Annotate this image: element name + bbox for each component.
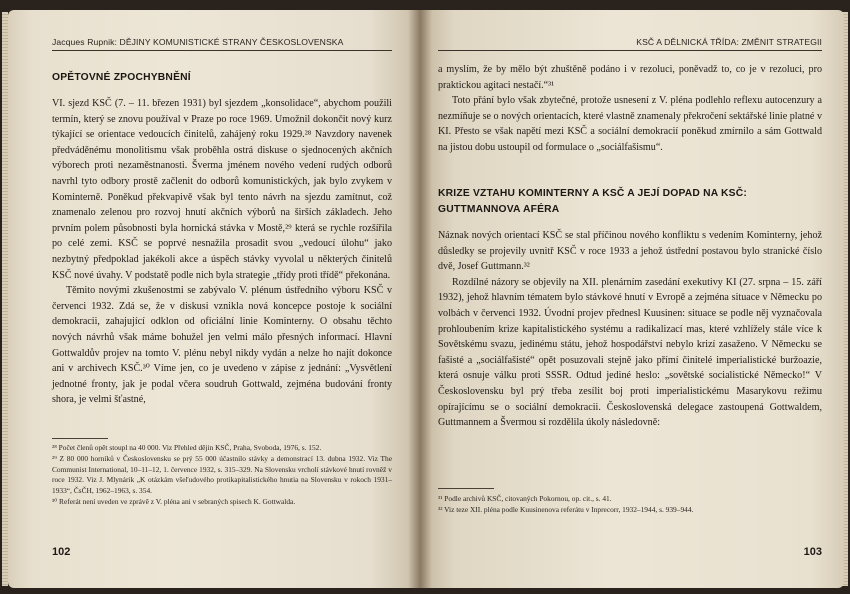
running-head-left: Jacques Rupnik: DĚJINY KOMUNISTICKÉ STRANY ČESKOSLOVENSKA bbox=[52, 37, 344, 47]
footnote: ³⁰ Referát není uveden ve zprávě z V. pléna ani v sebraných spisech K. Gottwalda. bbox=[52, 496, 296, 506]
paragraph: Rozdílné názory se objevily na XII. plenárním zasedání exekutivy KI (27. srpna – 15. září 1932), jehož hlavním tématem bylo stávkové hnutí v Evropě a zejména situace v Německu po volbách v červenci 1932. Úvodní projev přednesl Kuusinen: situace se podle něj vyznačovala prohloubením krize kapitalistického systému a radikalizací mas, které vzhlížely stále více k Sovětskému svazu, jedinému státu, jehož hospodářství nebylo krizí zasaženo. V Německu se fašisté a „sociálfašisté“ opět posuzovali stejně jako přímí činitelé imperialistické buržoazie, která osnuje válku proti SSSR. Odtud jediné heslo: „sovětské socialistické Německo!“ V Československu byl prý třeba zesílit boj proti imperialistickému Masarykovu režimu opírajícímu se o sociální demokracii. Československá delegace zastoupená Gottwaldem, Guttmannem a Švermou si rozdělila úkoly následovně: bbox=[438, 276, 822, 429]
paragraph: Náznak nových orientací KSČ se stal příčinou nového konfliktu s vedením Kominterny, jehož důsledky se projevily uvnitř KSČ v roce 1933 a jehož ústřední postavou bylo stranické číslo dvě, Josef Guttmann.³² bbox=[438, 230, 822, 273]
section-heading-right: KRIZE VZTAHU KOMINTERNY A KSČ A JEJÍ DOPAD NA KSČ: GUTTMANNOVA AFÉRA bbox=[438, 188, 748, 215]
paragraph: VI. sjezd KSČ (7. – 11. březen 1931) byl sjezdem „konsolidace“, abychom použili termín, který se znovu používal v Praze po roce 1969. Umožnil dokončit nový kurz týkající se orientace vedoucích činitelů, zahájený roku 1929.²⁸ Navzdory navenek předváděnému monolitismu však proběhla ostrá diskuse o sjednocených akčních výborech proti nezaměstnanosti. Švermа jménem nového vedení rudých odborů navrhl tyto odbory prostě začlenit do odborů komunistických, jak bylo zvykem v Kominterně. Poněkud překvapivě však byl tento návrh na sjezdu zamítnut, což znamenalo zelenou pro rozvoj hnutí akčních výborů na širších základech. Jeho prvním polem působnosti byla hornická stávka v Mostě,²⁹ která se rychle rozšířila po celé zemi. KSČ se poprvé nesnažila prosadit svou „vedoucí úlohu“ jako nezbytný předpoklad jakékoli akce a úspěch stávky vyvolal u některých činitelů KSČ nové úvahy. V podstatě podle nich byla strategie „třídy proti třídě“ překonána. bbox=[52, 98, 392, 281]
footnote: ²⁹ Z 80 000 horníků v Československu se prý 55 000 účastnilo stávky a demonstrací 13. dubna 1932. Viz The Communist International, 10–11–12, 1. července 1932, s. 315–329. Na Slovensku vrcholí stávkové hnutí rovněž v roce 1932. Viz J. Mlynárik „K otázkám všeľudového protikapitalistického hnutia na Slovensku v rokoch 1931–1933“, ČsČH, 1962–1963, s. 354. bbox=[52, 453, 392, 496]
paragraph: Těmito novými zkušenostmi se zabývalo V. plénum ústředního výboru KSČ v červenci 1932. Zdá se, že v diskusi vznikla nová koncepce postoje k sociální demokracii, zahajující odklon od oficiální linie Kominterny. O obsahu těchto nových návrhů však máme bohužel jen velmi málo přesných informací. Hlavní Gottwaldův projev na tomto V. plénu nebyl nikdy vydán a nelze ho najít dokonce ani v archivech KSČ.³⁰ Víme jen, co je uvedeno v zápise z jednání: „Vysvětlení jednotné fronty, jak je podal včera soudruh Gottwald, zejména budování fronty shora, je velmi šťastné, bbox=[52, 285, 392, 406]
body-text-right-bottom bbox=[438, 228, 822, 431]
footnotes-right bbox=[438, 494, 822, 516]
book-gutter bbox=[408, 10, 432, 588]
page-number-left: 102 bbox=[52, 546, 71, 558]
header-rule-right bbox=[438, 50, 822, 51]
footnote: ²⁸ Počet členů opět stoupl na 40 000. Viz Přehled dějin KSČ, Praha, Svoboda, 1976, s. 152. bbox=[52, 443, 322, 452]
paragraph: Toto přání bylo však zbytečné, protože usnesení z V. pléna podlehlo reflexu autocenzury a nezmíňuje se o nových orientacích, které vlastně znamenaly překročení sektářské linie platné v KI. Přesto se však napětí mezi KSČ a sociální demokracií poněkud zmírnilo a sám Gottwald na jistou dobu ustoupil od formulace o „sociálfašismu“. bbox=[438, 95, 822, 153]
footnote-rule-left bbox=[52, 438, 108, 439]
right-page bbox=[420, 10, 844, 588]
footnotes-left bbox=[52, 443, 392, 508]
footnote-rule-right bbox=[438, 488, 494, 489]
footnote: ³² Viz teze XII. pléna podle Kuusinenova referátu v Inprecorr, 1932–1944, s. 939–944. bbox=[438, 504, 694, 514]
footnote: ³¹ Podle archivů KSČ, citovaných Pokornou, op. cit., s. 41. bbox=[438, 494, 612, 503]
running-head-right: KSČ A DĚLNICKÁ TŘÍDA: ZMĚNIT STRATEGII bbox=[636, 37, 822, 47]
left-page bbox=[8, 10, 420, 588]
page-number-right: 103 bbox=[803, 546, 822, 558]
body-text-right-top bbox=[438, 62, 822, 156]
header-rule-left bbox=[52, 50, 392, 51]
body-text-left bbox=[52, 96, 392, 408]
paragraph: a myslím, že by mělo být zhuštěně podáno i v rezoluci, poněvadž to, co je v rezoluci, pro praktickou agitaci nestačí.“³¹ bbox=[438, 64, 822, 91]
section-heading-left: OPĚTOVNÉ ZPOCHYBNĚNÍ bbox=[52, 72, 191, 83]
